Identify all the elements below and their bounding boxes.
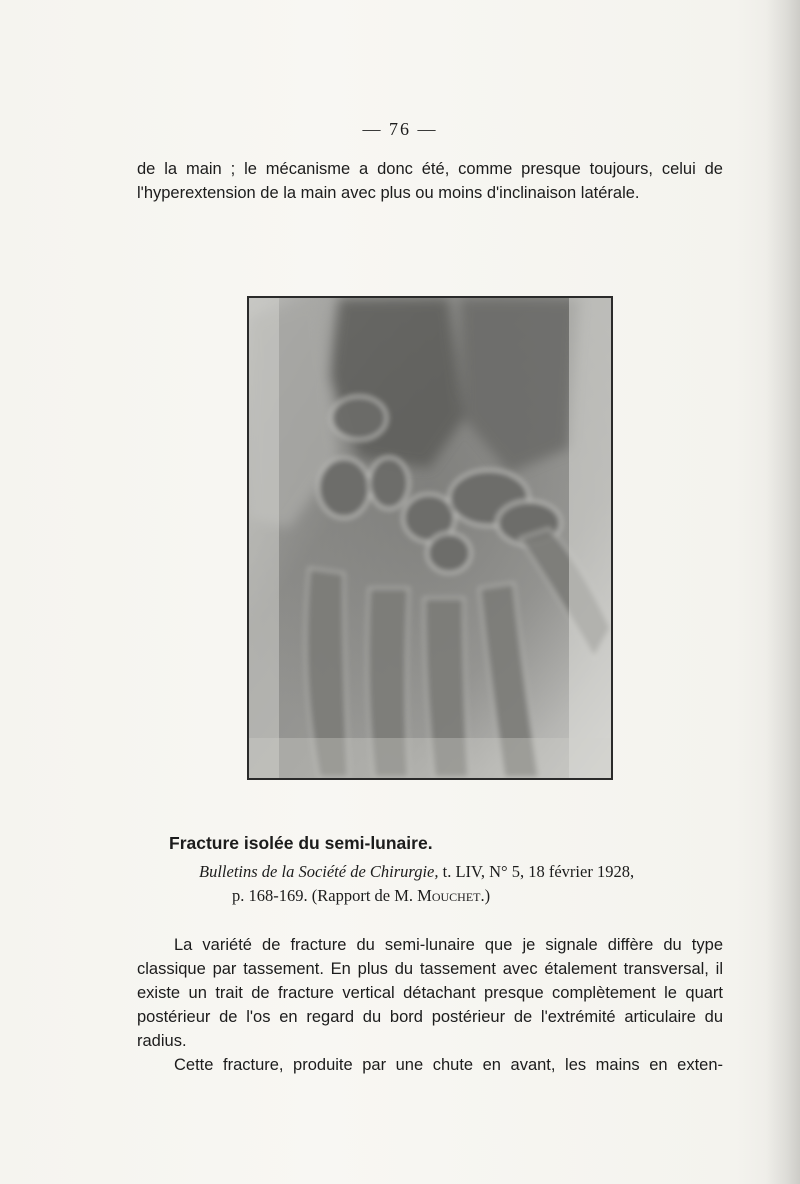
reference-journal: Bulletins de la Société de Chirurgie, [199,862,439,881]
intro-paragraph: de la main ; le mécanisme a donc été, comme presque toujours, celui de l'hyperextension de la main avec plus ou moins d'inclinaison latérale. [137,160,723,202]
reference-author: Mouchet [417,886,481,905]
body-paragraph-2: Cette fracture, produite par une chute en avant, les mains en exten- [174,1056,723,1074]
reference-line-2 [199,884,723,908]
reference-pages: p. 168-169. (Rapport de M. [232,886,418,905]
reference-end: .) [480,886,491,905]
article-title: Fracture isolée du semi-lunaire. [169,833,433,853]
xray-figure [247,296,613,780]
page-edge-shadow [766,0,800,1184]
page-number: — 76 — [362,119,438,139]
xray-image [249,298,611,778]
body-paragraph-1: La variété de fracture du semi-lunaire que je signale diffère du type classique par tassement. En plus du tassement avec étalement transversal, il existe un trait de fracture vertical détachant presque complètement le quart postérieur de l'os en regard du bord postérieur de l'extrémité articulaire du radius. [137,936,723,1050]
reference-volume: t. LIV, N° 5, 18 février 1928, [442,862,635,881]
article-reference [199,860,723,908]
